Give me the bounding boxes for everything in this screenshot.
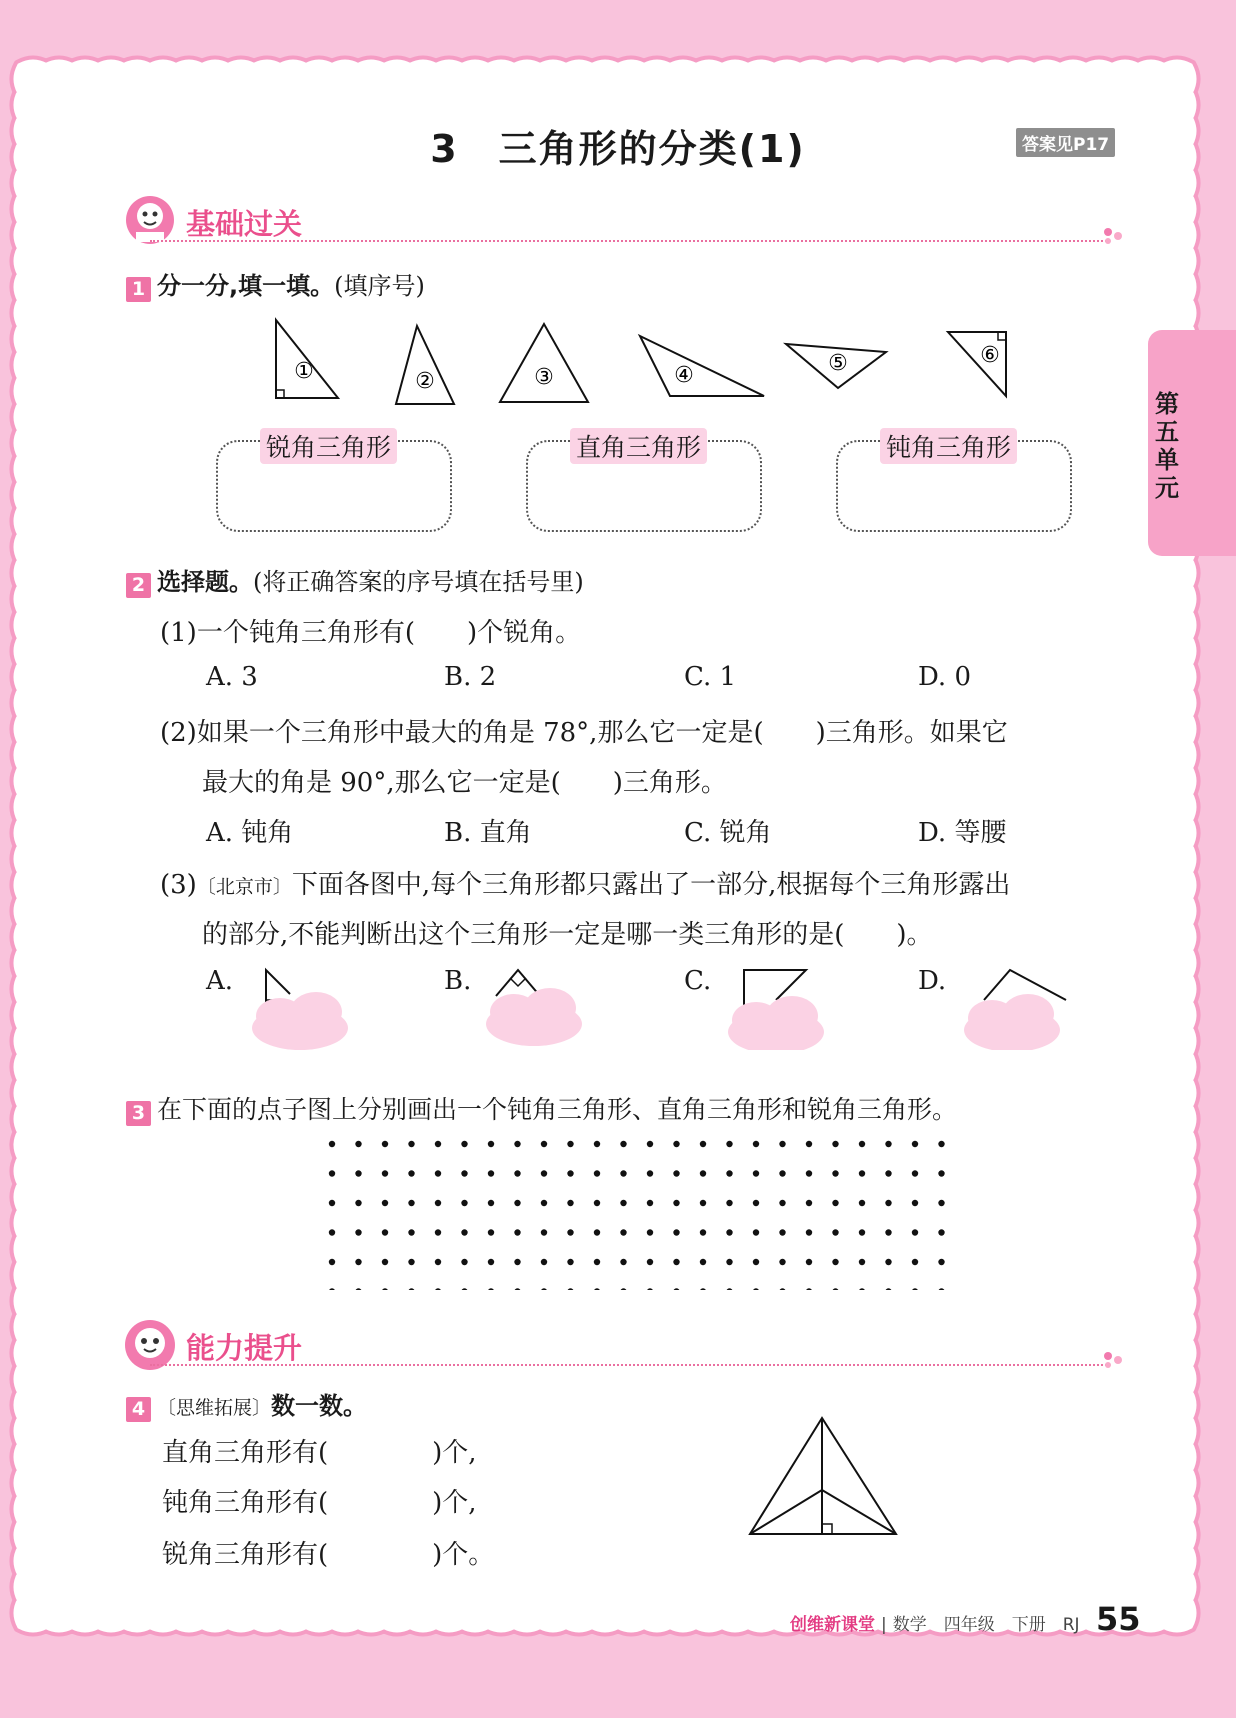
q2-sub3-prefix: (3) (160, 870, 197, 900)
triangle-6 (948, 332, 1006, 396)
grid-dot (726, 1229, 732, 1235)
grid-dot (885, 1170, 891, 1176)
grid-dot (620, 1200, 626, 1206)
grid-dot (488, 1259, 494, 1265)
grid-dot (779, 1170, 785, 1176)
grid-dot (885, 1229, 891, 1235)
grid-dot (832, 1229, 838, 1235)
grid-dot (408, 1170, 414, 1176)
q3-title: 在下面的点子图上分别画出一个钝角三角形、直角三角形和锐角三角形。 (157, 1095, 958, 1124)
grid-dot (647, 1170, 653, 1176)
grid-dot (832, 1141, 838, 1147)
grid-dot (408, 1141, 414, 1147)
q4-tag: 〔思维拓展〕 (157, 1397, 272, 1419)
partial-triangle-d (964, 970, 1066, 1050)
grid-dot (806, 1200, 812, 1206)
section-basic-heading: 基础过关 (186, 207, 303, 241)
grid-dot (461, 1141, 467, 1147)
grid-dot (700, 1259, 706, 1265)
grid-dot (594, 1229, 600, 1235)
dot-ornament-icon (1102, 1350, 1128, 1372)
grid-dot (488, 1200, 494, 1206)
partial-triangle-c (728, 970, 824, 1050)
grid-dot (567, 1259, 573, 1265)
grid-dot (355, 1288, 361, 1290)
grid-dot (647, 1200, 653, 1206)
unit-tab-label: 第五单元 (1155, 390, 1179, 502)
q2-sub2-option-b: B. 直角 (444, 818, 532, 848)
grid-dot (726, 1259, 732, 1265)
grid-dot (753, 1170, 759, 1176)
grid-dot (382, 1288, 388, 1290)
section-divider (150, 240, 1110, 242)
grid-dot (726, 1200, 732, 1206)
grid-dot (912, 1259, 918, 1265)
grid-dot (355, 1229, 361, 1235)
q2-sub1-option-a: A. 3 (206, 662, 258, 692)
grid-dot (408, 1259, 414, 1265)
partial-triangle-a (252, 970, 348, 1050)
grid-dot (885, 1200, 891, 1206)
grid-dot (938, 1259, 944, 1265)
grid-dot (859, 1259, 865, 1265)
q2-sub2-stem-line1: (2)如果一个三角形中最大的角是 78°,那么它一定是( )三角形。如果它 (160, 718, 1008, 748)
q2-note: (将正确答案的序号填在括号里) (253, 568, 584, 596)
footer-brand: 创维新课堂 (790, 1615, 875, 1635)
grid-dot (594, 1259, 600, 1265)
grid-dot (859, 1288, 865, 1290)
q2-number: 2 (126, 573, 151, 598)
q4-line-obtuse: 钝角三角形有( )个, (162, 1488, 477, 1518)
grid-dot (832, 1259, 838, 1265)
cloud-icon (964, 994, 1060, 1050)
q2-sub1-option-b: B. 2 (444, 662, 497, 692)
grid-dot (567, 1170, 573, 1176)
grid-dot (726, 1141, 732, 1147)
q2-sub3-stem-line2: 的部分,不能判断出这个三角形一定是哪一类三角形的是( )。 (202, 920, 933, 950)
grid-dot (329, 1200, 335, 1206)
q2-sub2-option-a: A. 钝角 (206, 818, 294, 848)
grid-dot (673, 1141, 679, 1147)
q2-partial-triangles (240, 960, 1100, 1050)
grid-dot (726, 1170, 732, 1176)
mascot-icon (122, 194, 180, 246)
grid-dot (726, 1288, 732, 1290)
category-label-obtuse: 钝角三角形 (880, 428, 1017, 464)
grid-dot (514, 1229, 520, 1235)
grid-dot (938, 1170, 944, 1176)
grid-dot (753, 1229, 759, 1235)
grid-dot (567, 1229, 573, 1235)
q2-sub1-option-d: D. 0 (918, 662, 971, 692)
grid-dot (673, 1229, 679, 1235)
grid-dot (435, 1259, 441, 1265)
q1-title: 分一分,填一填。 (157, 272, 335, 300)
q1-triangles (260, 312, 1040, 412)
triangle-1 (276, 320, 338, 398)
dot-ornament-icon (1102, 226, 1128, 248)
grid-dot (488, 1229, 494, 1235)
grid-dot (806, 1141, 812, 1147)
grid-dot (567, 1200, 573, 1206)
q4-line-right: 直角三角形有( )个, (162, 1438, 477, 1468)
grid-dot (329, 1141, 335, 1147)
grid-dot (488, 1288, 494, 1290)
grid-dot (859, 1200, 865, 1206)
triangle-2-label: ② (415, 369, 435, 394)
grid-dot (806, 1259, 812, 1265)
grid-dot (594, 1141, 600, 1147)
category-label-acute: 锐角三角形 (260, 428, 397, 464)
triangle-3-label: ③ (534, 365, 554, 390)
grid-dot (620, 1141, 626, 1147)
dot-grid[interactable] (326, 1140, 966, 1290)
q2-sub3-option-d: D. (918, 966, 947, 996)
grid-dot (461, 1170, 467, 1176)
grid-dot (435, 1288, 441, 1290)
grid-dot (700, 1170, 706, 1176)
grid-dot (514, 1259, 520, 1265)
grid-dot (859, 1229, 865, 1235)
grid-dot (938, 1141, 944, 1147)
q2-sub3-option-b: B. (444, 966, 472, 996)
grid-dot (832, 1288, 838, 1290)
grid-dot (594, 1288, 600, 1290)
grid-dot (541, 1200, 547, 1206)
triangle-5 (786, 344, 886, 388)
grid-dot (912, 1229, 918, 1235)
q2-sub3-tag: 〔北京市〕 (196, 876, 292, 898)
grid-dot (408, 1200, 414, 1206)
grid-dot (912, 1200, 918, 1206)
grid-dot (435, 1229, 441, 1235)
grid-dot (620, 1288, 626, 1290)
grid-dot (912, 1141, 918, 1147)
grid-dot (355, 1200, 361, 1206)
grid-dot (753, 1200, 759, 1206)
grid-dot (435, 1170, 441, 1176)
q2-header (126, 562, 584, 598)
grid-dot (938, 1288, 944, 1290)
grid-dot (541, 1141, 547, 1147)
grid-dot (673, 1170, 679, 1176)
triangle-6-label: ⑥ (980, 343, 1000, 368)
grid-dot (673, 1259, 679, 1265)
grid-dot (885, 1259, 891, 1265)
grid-dot (408, 1229, 414, 1235)
grid-dot (408, 1288, 414, 1290)
grid-dot (461, 1229, 467, 1235)
grid-dot (647, 1288, 653, 1290)
q2-sub3-option-c: C. (684, 966, 712, 996)
grid-dot (620, 1170, 626, 1176)
category-label-right: 直角三角形 (570, 428, 707, 464)
grid-dot (594, 1170, 600, 1176)
grid-dot (620, 1229, 626, 1235)
partial-triangle-b (486, 970, 582, 1046)
grid-dot (673, 1200, 679, 1206)
grid-dot (329, 1288, 335, 1290)
grid-dot (779, 1259, 785, 1265)
cloud-icon (486, 988, 582, 1046)
triangle-5-label: ⑤ (828, 351, 848, 376)
triangle-4-label: ④ (674, 363, 694, 388)
grid-dot (382, 1259, 388, 1265)
grid-dot (461, 1200, 467, 1206)
grid-dot (753, 1259, 759, 1265)
triangle-4 (640, 336, 764, 396)
grid-dot (514, 1200, 520, 1206)
grid-dot (355, 1170, 361, 1176)
q2-sub1-stem: (1)一个钝角三角形有( )个锐角。 (160, 618, 582, 648)
grid-dot (488, 1141, 494, 1147)
grid-dot (832, 1170, 838, 1176)
q2-sub1-option-c: C. 1 (684, 662, 737, 692)
cloud-icon (728, 996, 824, 1050)
grid-dot (938, 1200, 944, 1206)
q4-header (126, 1386, 367, 1422)
grid-dot (938, 1229, 944, 1235)
grid-dot (885, 1288, 891, 1290)
grid-dot (912, 1170, 918, 1176)
grid-dot (382, 1229, 388, 1235)
grid-dot (620, 1259, 626, 1265)
grid-dot (567, 1141, 573, 1147)
q2-sub2-stem-line2: 最大的角是 90°,那么它一定是( )三角形。 (202, 768, 727, 798)
grid-dot (461, 1259, 467, 1265)
grid-dot (488, 1170, 494, 1176)
answer-reference-badge: 答案见P17 (1016, 128, 1115, 157)
q3-number: 3 (126, 1101, 151, 1126)
triangle-2 (396, 326, 454, 404)
footer-info: 数学 四年级 下册 RJ (892, 1615, 1080, 1635)
grid-dot (647, 1259, 653, 1265)
q1-note: (填序号) (334, 272, 425, 300)
triangle-1-label: ① (294, 359, 314, 384)
grid-dot (700, 1141, 706, 1147)
grid-dot (435, 1200, 441, 1206)
q2-sub2-option-d: D. 等腰 (918, 818, 1007, 848)
triangle-3 (500, 324, 588, 402)
grid-dot (832, 1200, 838, 1206)
grid-dot (514, 1170, 520, 1176)
q4-number: 4 (126, 1397, 151, 1422)
grid-dot (673, 1288, 679, 1290)
q2-title: 选择题。 (157, 568, 253, 596)
grid-dot (885, 1141, 891, 1147)
grid-dot (514, 1288, 520, 1290)
grid-dot (382, 1200, 388, 1206)
grid-dot (541, 1170, 547, 1176)
grid-dot (567, 1288, 573, 1290)
q2-sub3-text1: 下面各图中,每个三角形都只露出了一部分,根据每个三角形露出 (291, 870, 1011, 900)
grid-dot (859, 1141, 865, 1147)
grid-dot (329, 1229, 335, 1235)
grid-dot (647, 1229, 653, 1235)
grid-dot (779, 1141, 785, 1147)
grid-dot (541, 1288, 547, 1290)
q2-sub2-option-c: C. 锐角 (684, 818, 772, 848)
q3-header (126, 1090, 957, 1126)
grid-dot (753, 1288, 759, 1290)
page-title: 3 三角形的分类(1) (430, 127, 806, 171)
grid-dot (859, 1170, 865, 1176)
grid-dot (647, 1141, 653, 1147)
grid-dot (382, 1170, 388, 1176)
q1-number: 1 (126, 277, 151, 302)
q1-header (126, 266, 425, 302)
grid-dot (594, 1200, 600, 1206)
grid-dot (514, 1141, 520, 1147)
grid-dot (435, 1141, 441, 1147)
q2-sub3-stem-line1 (160, 864, 1010, 901)
grid-dot (329, 1259, 335, 1265)
grid-dot (461, 1288, 467, 1290)
grid-dot (329, 1170, 335, 1176)
grid-dot (382, 1141, 388, 1147)
grid-dot (355, 1141, 361, 1147)
grid-dot (355, 1259, 361, 1265)
q4-title: 数一数。 (271, 1392, 368, 1420)
q4-figure (740, 1410, 910, 1540)
q2-sub3-option-a: A. (206, 966, 234, 996)
footer: 创维新课堂 | 数学 四年级 下册 RJ (790, 1615, 1080, 1635)
q4-line-acute: 锐角三角形有( )个。 (162, 1540, 495, 1570)
grid-dot (806, 1288, 812, 1290)
grid-dot (779, 1200, 785, 1206)
grid-dot (912, 1288, 918, 1290)
grid-dot (700, 1229, 706, 1235)
grid-dot (806, 1170, 812, 1176)
section-advanced-heading: 能力提升 (186, 1331, 303, 1365)
page-number: 55 (1096, 1600, 1141, 1638)
grid-dot (753, 1141, 759, 1147)
grid-dot (541, 1259, 547, 1265)
grid-dot (779, 1288, 785, 1290)
grid-dot (779, 1229, 785, 1235)
grid-dot (700, 1288, 706, 1290)
grid-dot (806, 1229, 812, 1235)
grid-dot (541, 1229, 547, 1235)
section-divider (150, 1364, 1110, 1366)
grid-dot (700, 1200, 706, 1206)
